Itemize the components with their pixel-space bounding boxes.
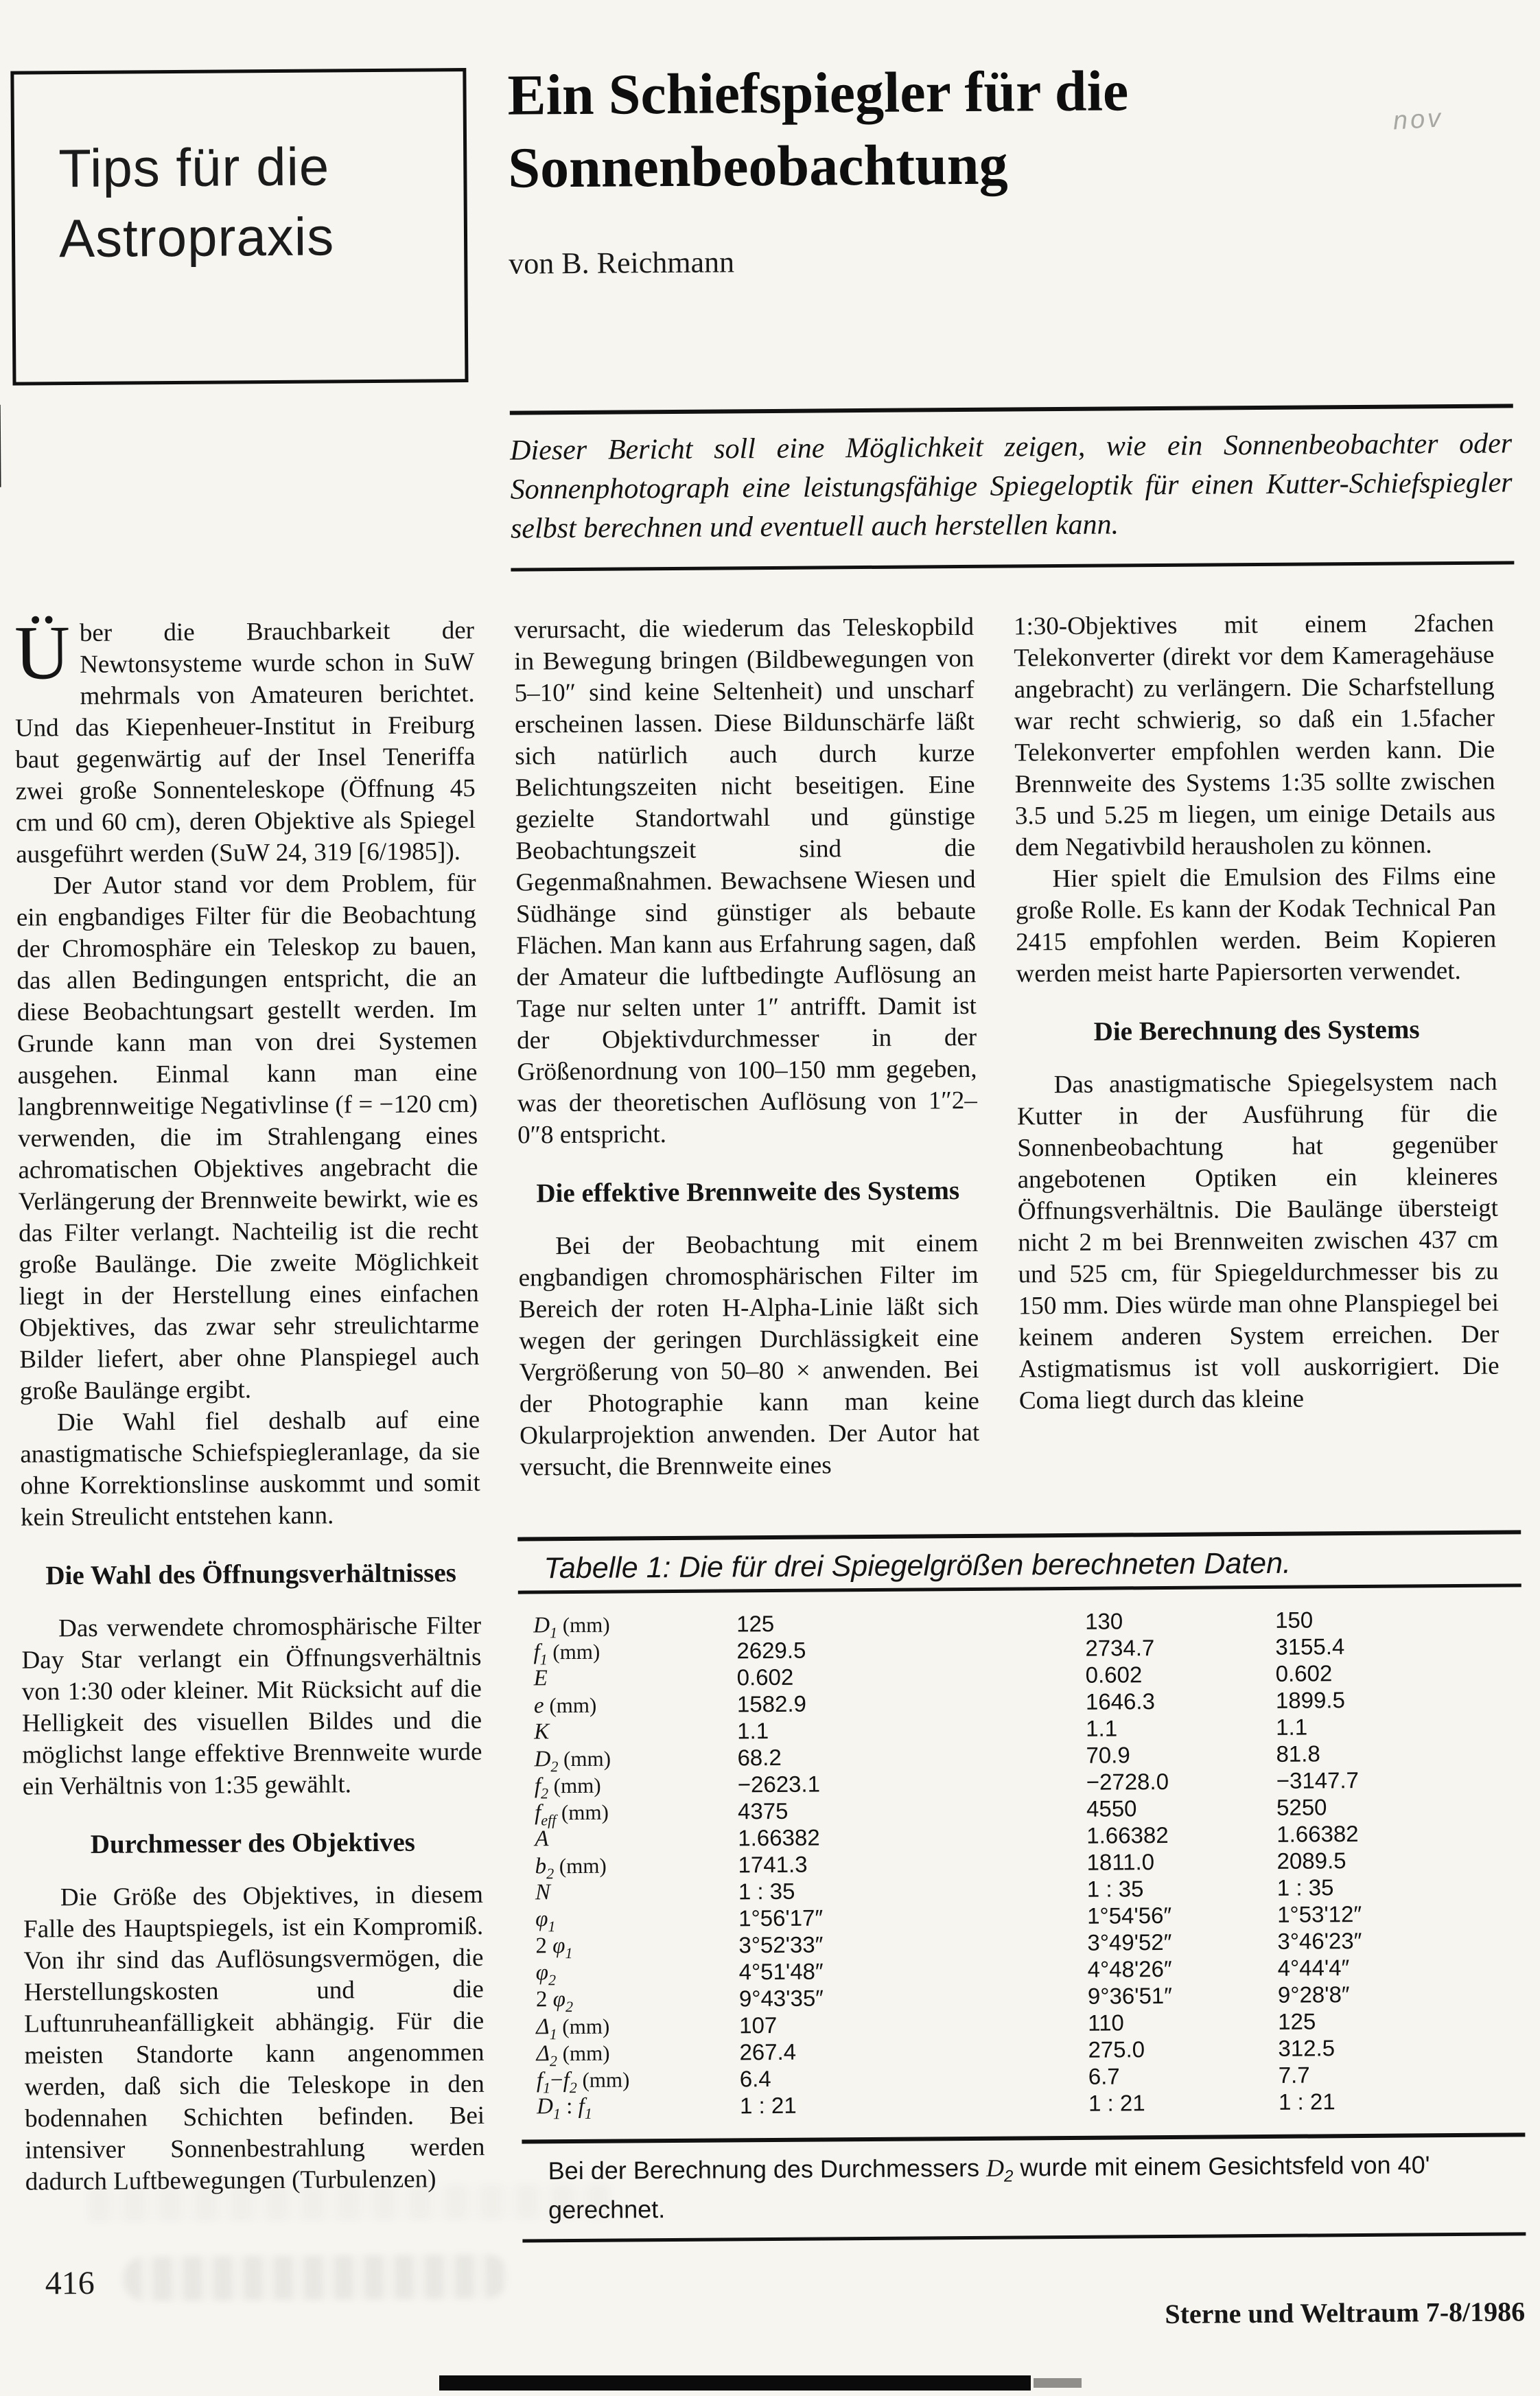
row-label: E [533,1666,548,1691]
row-label: 2 $\varphi_2$ [535,1987,574,2016]
row-label: 2 $\varphi_1$ [535,1933,573,1962]
cell-value: 1582.9 [736,1690,807,1717]
paragraph: 1:30-Objektives mit einem 2fachen Telekonverter (direkt vor dem Kameragehäuse angebracht) zu verlängern. Die Scharfstellung war recht schwierig, so daß ein 1.5facher Telekonverter empfohlen werden kann. Die Brennweite des Systems 1:35 sollte zwischen 3.5 und 5.25 m liegen, um einige Details aus dem Negativbild herausholen zu können. [1013,609,1496,862]
row-label: $f_1$ (mm) [533,1639,600,1668]
cell-value: 1 : 35 [1276,1874,1334,1900]
cell-value: 1646.3 [1085,1688,1156,1714]
paragraph: Das verwendete chromosphärische Filter Day Star verlangt ein Öffnungsverhältnis von 1:30 oder kleiner. Mit Rücksicht auf die Helligkeit des visuellen Bildes und die möglichst lange effektive Brennweite wurde ein Verhältnis von 1:35 gewählt. [21,1611,482,1801]
cell-value: 9°28'8″ [1277,1981,1350,2008]
cell-value: 0.602 [736,1664,794,1690]
cell-value: 0.602 [1275,1660,1333,1686]
footer-journal-credit: Sterne und Weltraum 7-8/1986 [1165,2296,1526,2330]
cell-value: 0.602 [1085,1662,1143,1688]
cell-value: 68.2 [737,1744,782,1771]
cell-value: 9°36'51″ [1087,1982,1173,2009]
table-caption: Tabelle 1: Die für drei Spiegelgrößen berechneten Daten. [544,1546,1292,1585]
cell-value: 1899.5 [1275,1687,1346,1713]
cell-value: 5250 [1276,1794,1327,1820]
cell-value: 1 : 35 [1086,1876,1144,1902]
cell-value: 1.66382 [738,1824,820,1851]
cell-value: 4550 [1086,1795,1137,1822]
paragraph: Die Größe des Objektives, in diesem Falle des Hauptspiegels, ist ein Kompromiß. Von ihr sind das Auflösungsvermögen, die Herstellungskosten und die Luftunruheanfälligkeit abhängig. Für die meisten Standorte kann angenommen werden, daß sich die Teleskope in den bodennahen Schichten befinden. Bei intensiver Sonnenbestrahlung werden dadurch Luftbewegungen (Turbulenzen) [23,1880,485,2196]
section-heading: Durchmesser des Objektives [90,1827,416,1859]
cell-value: 1.1 [1276,1714,1308,1740]
table-rule-bottom [522,2132,1525,2143]
abstract: Dieser Bericht soll eine Möglichkeit zeigen, wie ein Sonnenbeobachter oder Sonnenphotograph eine leistungsfähige Spiegeloptik für einen Kutter-Schiefspiegler selbst berechnen und eventuell auch herstellen kann. [510,404,1515,571]
cell-value: 1 : 21 [739,2092,797,2119]
row-label: N [535,1880,551,1905]
cell-value: 1 : 35 [738,1878,795,1905]
cell-value: 107 [739,2012,778,2038]
cell-value: 150 [1274,1607,1314,1633]
cell-value: 6.4 [739,2066,771,2092]
paragraph: Über die Brauchbarkeit der Newtonsysteme wurde schon in SuW mehrmals von Amateuren berichtet. Und das Kiepenheuer-Institut in Freiburg baut gegenwärtig auf der Insel Teneriffa zwei große Sonnenteleskope (Öffnung 45 cm und 60 cm), deren Objektive als Spiegel ausgeführt werden (SuW 24, 319 [6/1985]). [14,610,476,869]
cell-value: 7.7 [1278,2062,1310,2088]
cell-value: 2734.7 [1085,1635,1155,1661]
row-label: $f_{eff}$ (mm) [534,1800,609,1829]
cell-value: 1811.0 [1086,1849,1155,1875]
cell-value: 312.5 [1278,2035,1335,2061]
cell-value: 125 [736,1610,775,1637]
row-label: A [535,1826,549,1852]
paragraph: Die Wahl fiel deshalb auf eine anastigmatische Schiefspiegleranlage, da sie ohne Korrektionslinse auskommt und somit kein Streulicht entstehen kann. [20,1405,480,1532]
cell-value: 1 : 21 [1088,2090,1145,2116]
cell-value: −3147.7 [1276,1767,1360,1793]
cell-value: 4°48'26″ [1087,1955,1172,1982]
table-rule-end [522,2232,1526,2242]
cell-value: 4°51'48″ [738,1958,824,1985]
cell-value: 125 [1278,2008,1316,2034]
cell-value: 1741.3 [738,1851,808,1878]
cell-value: 1.1 [1086,1715,1118,1741]
article-title-line-1: Ein Schiefspiegler für die [507,59,1129,128]
section-heading: Die Berechnung des Systems [1093,1014,1420,1047]
cell-value: 3°49'52″ [1087,1929,1172,1955]
row-label: K [534,1719,550,1745]
row-label: $f_2$ (mm) [534,1773,601,1802]
scan-artifact-bar-2 [1034,2378,1082,2388]
scan-artifact-bar [439,2375,1031,2391]
row-label: $D_1$ : $f_1$ [536,2093,592,2123]
cell-value: 1°56'17″ [738,1905,824,1931]
cell-value: 3°52'33″ [738,1931,824,1958]
paragraph: Das anastigmatische Spiegelsystem nach Kutter in der Ausführung für die Sonnenbeobachtung hat gegenüber angebotenen Optiken ein kleineres Öffnungsverhältnis. Die Baulänge übersteigt nicht 2 m bei Brennweiten zwischen 437 cm und 525 cm, für Spiegeldurchmesser bis zu 150 mm. Dies würde man ohne Planspiegel bei keinem anderen System erreichen. Der Astigmatismus ist voll auskorrigiert. Die Coma liegt durch das kleine [1016,1067,1500,1415]
row-label: $\Delta_1$ (mm) [536,2014,610,2043]
row-label: $b_2$ (mm) [535,1853,607,1883]
cell-value: 2089.5 [1276,1848,1346,1874]
cell-value: 1.66382 [1276,1821,1359,1847]
footer-page-number: 416 [45,2264,95,2302]
row-label: $\varphi_1$ [535,1907,556,1935]
row-label: e (mm) [533,1693,597,1719]
cell-value: 4°44'4″ [1277,1955,1350,1981]
cell-value: 70.9 [1086,1742,1130,1768]
cell-value: 2629.5 [736,1637,806,1664]
cell-value: 275.0 [1088,2036,1145,2062]
table-rows [518,1605,1525,2123]
row-label: $f_1-f_2$ (mm) [536,2067,630,2097]
scan-smudge [124,2255,508,2301]
cell-value: 130 [1085,1608,1123,1634]
cell-value: 1°53'12″ [1276,1901,1362,1927]
cell-value: 1.1 [737,1718,769,1744]
paragraph: Der Autor stand vor dem Problem, für ein engbandiges Filter für die Beobachtung der Chromosphäre ein Teleskop zu bauen, das allen Bedingungen entspricht, die an diese Beobachtungsart gestellt werden. Im Grunde kann man von drei Systemen ausgehen. Einmal kann man eine langbrennweitige Negativlinse (f = −120 cm) verwenden, die im Strahlengang eines achromatischen Objektives angebracht die Verlängerung der Brennweite bewirkt, wie es das Filter verlangt. Nachteilig ist die recht große Baulänge. Die zweite Möglichkeit liegt in der Herstellung eines einfachen Objektives, das zwar sehr streulichtarme Bilder liefert, aber ohne Planspiegel auch große Baulänge ergibt. [16,868,480,1406]
cell-value: 1.66382 [1086,1822,1169,1848]
scan-edge-artifact [0,405,1,487]
scan-smudge-2 [89,2184,610,2222]
cell-value: 3°46'23″ [1277,1928,1362,1954]
kicker-box [10,68,468,386]
kicker-line-2: Astropraxis [58,206,335,269]
drop-cap: Ü [14,610,71,696]
paragraph: Bei der Beobachtung mit einem engbandigen chromosphärischen Filter im Bereich der roten H-Alpha-Linie läßt sich wegen der geringen Durchlässigkeit eine Vergrößerung von 50–80 × anwenden. Bei der Photographie kann man keine Okularprojektion anwenden. Der Autor hat versucht, die Brennweite eines [518,1229,980,1482]
row-label: $D_2$ (mm) [534,1746,611,1776]
section-heading: Die Wahl des Öffnungsverhältnisses [45,1558,456,1591]
paragraph: verursacht, die wiederum das Teleskopbild in Bewegung bringen (Bildbewegungen von 5–10″ sind keine Seltenheit) und unscharf erscheinen lassen. Diese Bildunschärfe läßt sich natürlich auch durch kurze Belichtungszeiten nicht beseitigen. Eine gezielte Standortwahl und günstige Beobachtungszeit sind die Gegenmaßnahmen. Bewachsene Wiesen und Südhänge sind günstiger als bebaute Flächen. Man kann aus Erfahrung sagen, daß der Amateur die luftbedingte Auflösung an Tage nur selten unter 1″ antrifft. Damit ist der Objektivdurchmesser in der Größenordnung von 100–150 mm gegeben, was der theoretischen Auflösung von 1″2–0″8 entspricht. [513,612,977,1150]
cell-value: 81.8 [1276,1741,1320,1767]
byline: von B. Reichmann [509,245,735,281]
cell-value: −2728.0 [1086,1768,1169,1795]
table-footnote: Bei der Berechnung des Durchmessers $D_2$ wurde mit einem Gesichtsfeld von 40' gerechnet. [548,2150,1430,2224]
cell-value: −2623.1 [737,1771,821,1798]
cell-value: 110 [1088,2010,1124,2036]
cell-value: 1°54'56″ [1086,1902,1172,1929]
cell-value: 3155.4 [1275,1633,1345,1660]
paragraph: Hier spielt die Emulsion des Films eine große Rolle. Es kann der Kodak Technical Pan 2415 empfohlen werden. Beim Kopieren werden meist harte Papiersorten verwendet. [1015,861,1497,988]
row-label: $D_1$ (mm) [533,1612,610,1642]
section-heading: Die effektive Brennweite des Systems [536,1176,960,1209]
cell-value: 1 : 21 [1278,2089,1335,2115]
column-1 [14,610,485,2198]
row-label: $\Delta_2$ (mm) [536,2040,610,2070]
tabelle-1 [517,1530,1526,2242]
article-title [507,52,1517,205]
article-title-line-2: Sonnenbeobachtung [508,132,1008,200]
cell-value: 4375 [737,1798,789,1824]
cell-value: 9°43'35″ [738,1985,824,2012]
cell-value: 267.4 [739,2038,797,2065]
cell-value: 6.7 [1088,2063,1120,2089]
kicker-line-1: Tips für die [58,136,330,199]
handwritten-note: nov [1392,104,1445,136]
row-label: $\varphi_2$ [535,1960,557,1989]
